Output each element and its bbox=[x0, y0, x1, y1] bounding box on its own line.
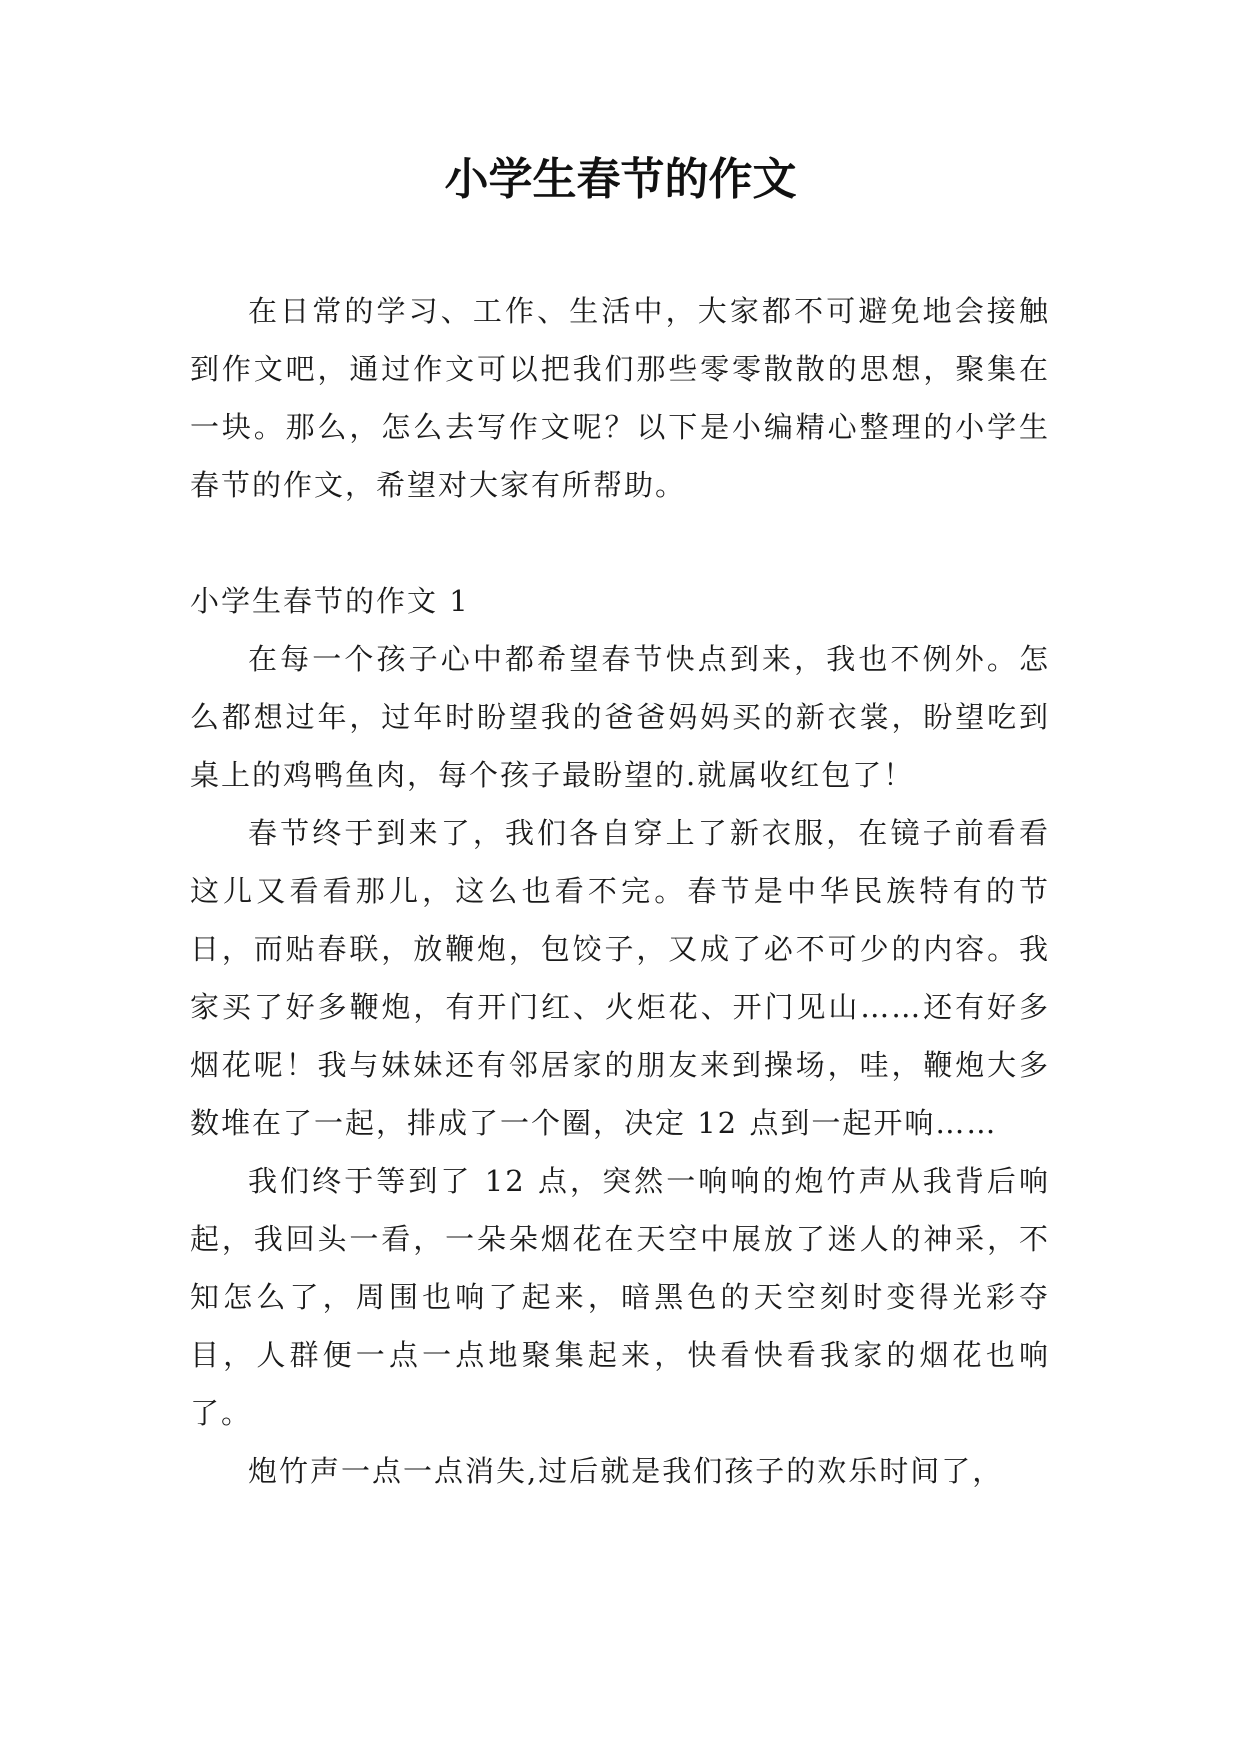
document-body bbox=[190, 282, 1050, 1500]
document-title: 小学生春节的作文 bbox=[444, 154, 797, 205]
body-paragraph-4: 炮竹声一点一点消失,过后就是我们孩子的欢乐时间了， bbox=[248, 1454, 1004, 1488]
section-heading: 小学生春节的作文 1 bbox=[190, 584, 470, 618]
body-paragraph-3: 我们终于等到了 12 点，突然一响响的炮竹声从我背后响起，我回头一看，一朵朵烟花在天空中展放了迷人的神采，不知怎么了，周围也响了起来，暗黑色的天空刻时变得光彩夺目，人群便一点一点地聚集起来，快看快看我家的烟花也响了。 bbox=[190, 1164, 1050, 1430]
body-paragraph-1: 在每一个孩子心中都希望春节快点到来，我也不例外。怎么都想过年，过年时盼望我的爸爸妈妈买的新衣裳，盼望吃到桌上的鸡鸭鱼肉，每个孩子最盼望的.就属收红包了！ bbox=[190, 642, 1050, 792]
intro-paragraph: 在日常的学习、工作、生活中，大家都不可避免地会接触到作文吧，通过作文可以把我们那些零零散散的思想，聚集在一块。那么，怎么去写作文呢？以下是小编精心整理的小学生春节的作文，希望对大家有所帮助。 bbox=[190, 294, 1050, 502]
body-paragraph-2: 春节终于到来了，我们各自穿上了新衣服，在镜子前看看这儿又看看那儿，这么也看不完。春节是中华民族特有的节日，而贴春联，放鞭炮，包饺子，又成了必不可少的内容。我家买了好多鞭炮，有开门红、火炬花、开门见山……还有好多烟花呢！我与妹妹还有邻居家的朋友来到操场，哇，鞭炮大多数堆在了一起，排成了一个圈，决定 12 点到一起开响…… bbox=[190, 816, 1050, 1140]
